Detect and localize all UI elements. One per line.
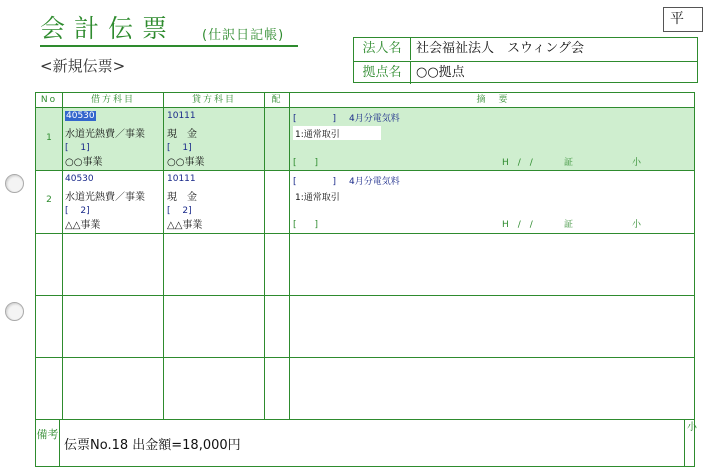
credit-dept[interactable]: △△事業 — [167, 220, 203, 231]
grid-line — [264, 93, 265, 419]
memo-bracket: [ ] — [293, 177, 337, 187]
credit-code[interactable]: 10111 — [167, 111, 196, 121]
row-number: 2 — [46, 195, 52, 205]
credit-bracket: [ 2] — [167, 206, 192, 216]
memo-voucher: 証 — [564, 158, 574, 168]
grid-line — [36, 357, 694, 358]
punch-hole-icon — [5, 302, 24, 321]
debit-bracket: [ 1] — [65, 143, 90, 153]
memo-date: H / / — [502, 158, 533, 168]
memo-small: 小 — [632, 220, 642, 230]
header-memo: 摘 要 — [476, 95, 510, 105]
header-credit: 貸方科目 — [191, 95, 236, 105]
grid-line — [36, 233, 694, 234]
credit-code[interactable]: 10111 — [167, 174, 196, 184]
header-debit: 借方科目 — [90, 95, 135, 105]
credit-bracket: [ 1] — [167, 143, 192, 153]
era-box: 平 — [663, 7, 703, 32]
header-no: No — [40, 95, 58, 105]
corp-info-table — [353, 37, 698, 83]
debit-code[interactable]: 40530 — [66, 111, 95, 121]
page-title-sub: (仕訳日記帳) — [202, 28, 285, 43]
memo-date: H / / — [502, 220, 533, 230]
notes-text[interactable]: 伝票No.18 出金額=18,000円 — [64, 438, 241, 453]
debit-dept[interactable]: △△事業 — [65, 220, 101, 231]
memo-type[interactable]: 1:通常取引 — [295, 193, 340, 203]
corp-row — [354, 38, 697, 60]
credit-account[interactable]: 現 金 — [167, 192, 197, 203]
title-underline — [40, 45, 298, 47]
header-dist: 配 — [271, 95, 283, 105]
memo-bracket: [ ] — [293, 114, 337, 124]
journal-table — [35, 92, 695, 420]
voucher-mode-label: <新規伝票> — [40, 57, 126, 75]
grid-line — [36, 295, 694, 296]
notes-label: 備考 — [36, 420, 60, 466]
grid-line — [163, 93, 164, 419]
credit-account[interactable]: 現 金 — [167, 129, 197, 140]
grid-line — [289, 93, 290, 419]
grid-line — [36, 107, 694, 108]
memo-text[interactable]: 4月分電気料 — [349, 177, 400, 187]
memo-type: 1:通常取引 — [295, 130, 340, 140]
punch-hole-icon — [5, 174, 24, 193]
memo-bottom-bracket: [ ] — [293, 220, 319, 230]
base-label: 拠点名 — [354, 62, 411, 84]
memo-voucher: 証 — [564, 220, 574, 230]
debit-bracket: [ 2] — [65, 206, 90, 216]
credit-dept[interactable]: ○○事業 — [167, 157, 205, 168]
notes-row — [35, 420, 695, 467]
memo-bottom-bracket: [ ] — [293, 158, 319, 168]
corp-value[interactable]: 社会福祉法人 スウィング会 — [416, 41, 584, 56]
debit-account[interactable]: 水道光熱費／事業 — [65, 192, 145, 203]
grid-line — [62, 93, 63, 419]
memo-text[interactable]: 4月分電気料 — [349, 114, 400, 124]
base-value[interactable]: ○○拠点 — [416, 65, 465, 80]
corp-label: 法人名 — [354, 38, 411, 60]
debit-account[interactable]: 水道光熱費／事業 — [65, 129, 145, 140]
page-title: 会計伝票 — [40, 14, 177, 43]
base-row — [354, 61, 697, 84]
grid-line — [36, 170, 694, 171]
memo-small: 小 — [632, 158, 642, 168]
notes-right-label: 小 — [684, 420, 694, 466]
debit-code[interactable]: 40530 — [65, 174, 94, 184]
debit-dept[interactable]: ○○事業 — [65, 157, 103, 168]
row-number: 1 — [46, 133, 52, 143]
